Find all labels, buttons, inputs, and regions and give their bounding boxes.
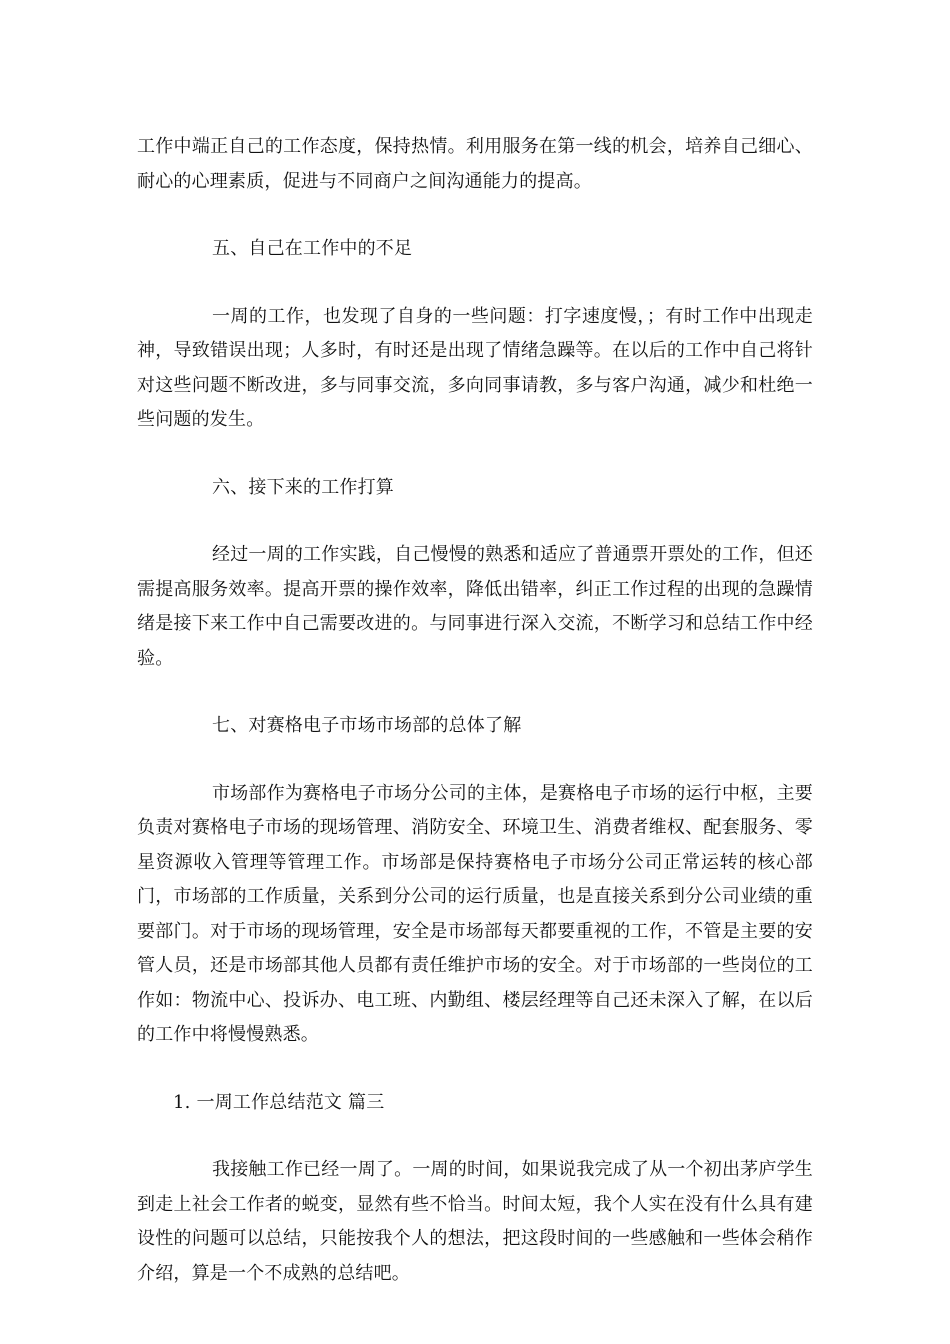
paragraph-market-department: 市场部作为赛格电子市场分公司的主体，是赛格电子市场的运行中枢，主要负责对赛格电子市场的现场管理、消防安全、环境卫生、消费者维权、配套服务、零星资源收入管理等管理工作。市场部是保持赛格电子市场分公司正常运转的核心部门，市场部的工作质量，关系到分公司的运行质量，也是直接关系到分公司业绩的重要部门。对于市场的现场管理，安全是市场部每天都要重视的工作，不管是主要的安管人员，还是市场部其他人员都有责任维护市场的安全。对于市场部的一些岗位的工作如：物流中心、投诉办、电工班、内勤组、楼层经理等自己还未深入了解，在以后的工作中将慢慢熟悉。 — [137, 782, 813, 1045]
document-body — [137, 130, 813, 1324]
section-heading-next-plan: 六、接下来的工作打算 — [212, 476, 394, 498]
article-title-part-three: 1. 一周工作总结范文 篇三 — [173, 1091, 385, 1113]
paragraph-next-plan: 经过一周的工作实践，自己慢慢的熟悉和适应了普通票开票处的工作，但还需提高服务效率。提高开票的操作效率，降低出错率，纠正工作过程的出现的急躁情绪是接下来工作中自己需要改进的。与同事进行深入交流，不断学习和总结工作中经验。 — [137, 544, 813, 669]
paragraph-shortcomings: 一周的工作，也发现了自身的一些问题：打字速度慢，；有时工作中出现走神，导致错误出现；人多时，有时还是出现了情绪急躁等。在以后的工作中自己将针对这些问题不断改进，多与同事交流，多向同事请教，多与客户沟通，减少和杜绝一些问题的发生。 — [137, 305, 813, 430]
section-heading-shortcomings: 五、自己在工作中的不足 — [212, 238, 413, 259]
paragraph-work-attitude: 工作中端正自己的工作态度，保持热情。利用服务在第一线的机会，培养自己细心、耐心的心理素质，促进与不同商户之间沟通能力的提高。 — [137, 136, 813, 192]
paragraph-first-week: 我接触工作已经一周了。一周的时间，如果说我完成了从一个初出茅庐学生到走上社会工作者的蜕变，显然有些不恰当。时间太短，我个人实在没有什么具有建设性的问题可以总结，只能按我个人的想法，把这段时间的一些感触和一些体会稍作介绍，算是一个不成熟的总结吧。 — [137, 1159, 813, 1284]
section-heading-market-department: 七、对赛格电子市场市场部的总体了解 — [212, 715, 522, 736]
